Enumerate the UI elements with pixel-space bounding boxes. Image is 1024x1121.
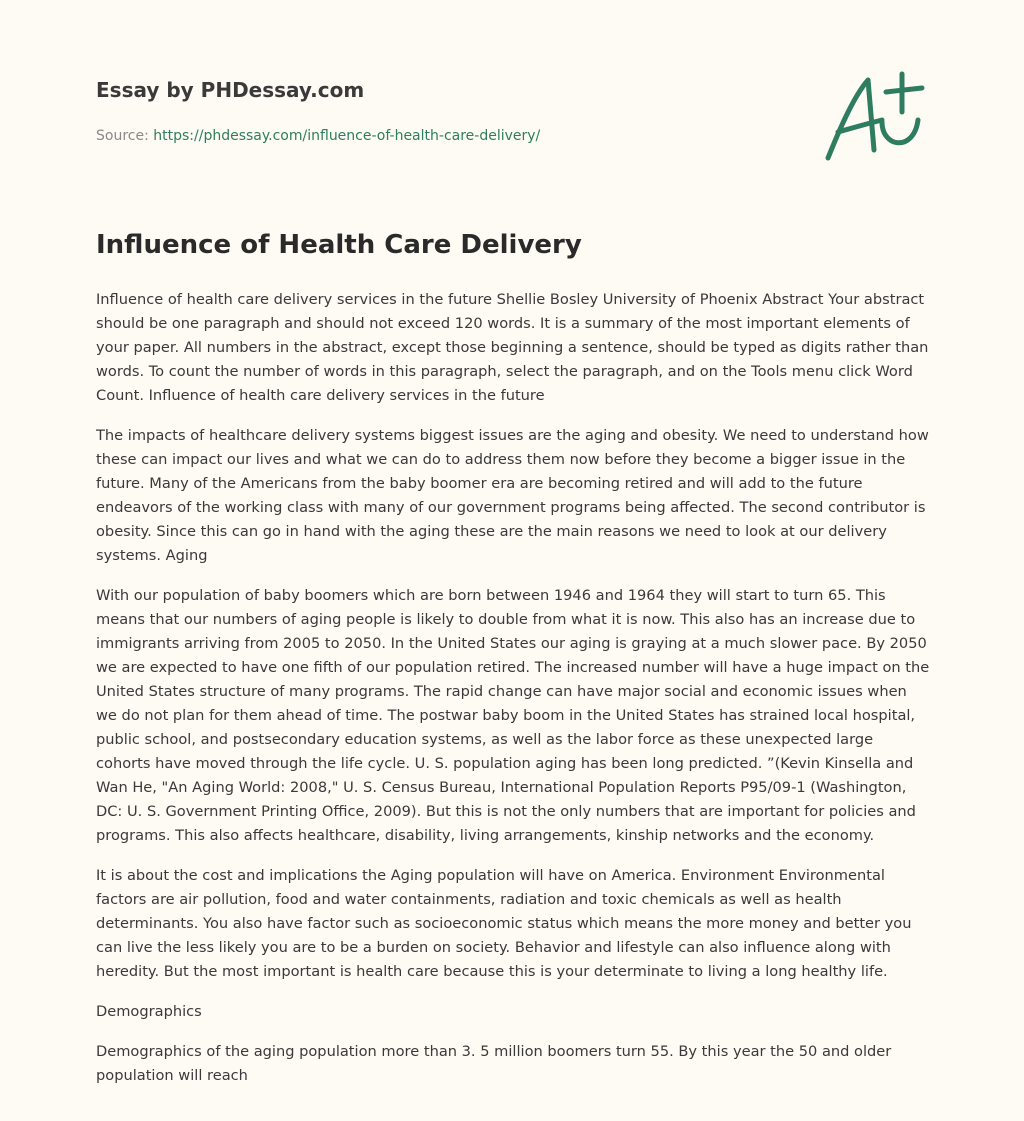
essay-paragraph-1: Influence of health care delivery services in the future Shellie Bosley University of Phoenix Abstract Your abstract should be one paragraph and should not exceed 120 words. It is a summary of the most important elements of your paper. All numbers in the abstract, except those beginning a sentence, should be typed as digits rather than words. To count the number of words in this paragraph, select the paragraph, and on the Tools menu click Word Count. Influence of health care delivery services in the future [96,291,929,404]
source-label: Source: [96,128,154,144]
source-link[interactable]: https://phdessay.com/influence-of-health-care-delivery/ [153,128,541,144]
essay-paragraph-3: With our population of baby boomers which are born between 1946 and 1964 they will start to turn 65. This means that our numbers of aging people is likely to double from what it is now. This also has an increase due to immigrants arriving from 2005 to 2050. In the United States our aging is graying at a much slower pace. By 2050 we are expected to have one fifth of our population retired. The increased number will have a huge impact on the United States structure of many programs. The rapid change can have major social and economic issues when we do not plan for them ahead of time. The postwar baby boom in the United States has strained local hospital, public school, and postsecondary education systems, as well as the labor force as these unexpected large cohorts have moved through the life cycle. U. S. population aging has been long predicted. ”(Kevin Kinsella and Wan He, "An Aging World: 2008," U. S. Census Bureau, International Population Reports P95/09-1 (Washington, DC: U. S. Government Printing Office, 2009). But this is not the only numbers that are important for policies and programs. This also affects healthcare, disability, living arrangements, kinship networks and the economy. [96,587,930,844]
section-heading-demographics: Demographics [96,1003,202,1020]
source-line [96,126,796,146]
essay-title: Influence of Health Care Delivery [96,230,582,260]
essay-paragraph-4: It is about the cost and implications the Aging population will have on America. Environment Environmental factors are air pollution, food and water containments, radiation and toxic chemicals as well as health determinants. You also have factor such as socioeconomic status which means the more money and better you can live the less likely you are to be a burden on society. Behavior and lifestyle can also influence along with heredity. But the most important is health care because this is your determinate to living a long healthy life. [96,867,912,980]
a-plus-grade-icon [818,66,930,166]
page-header [96,76,796,146]
site-brand: Essay by PHDessay.com [96,78,365,102]
essay-paragraph-2: The impacts of healthcare delivery systems biggest issues are the aging and obesity. We need to understand how these can impact our lives and what we can do to address them now before they become a bigger issue in the future. Many of the Americans from the baby boomer era are becoming retired and will add to the future endeavors of the working class with many of our government programs being affected. The second contributor is obesity. Since this can go in hand with the aging these are the main reasons we need to look at our delivery systems. Aging [96,427,929,564]
essay-content [96,226,930,1104]
essay-paragraph-5: Demographics of the aging population more than 3. 5 million boomers turn 55. By this year the 50 and older population will reach [96,1043,892,1084]
